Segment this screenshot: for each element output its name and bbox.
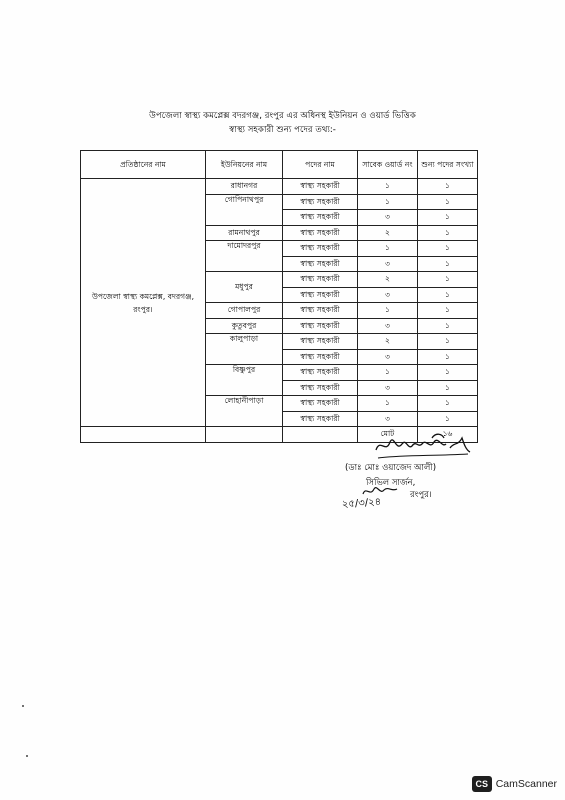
scan-speck	[26, 755, 28, 757]
union-cell: কুতুবপুর	[206, 318, 283, 334]
ward-cell: ১	[358, 365, 418, 381]
signature-scribble	[372, 428, 472, 462]
post-cell: স্বাস্থ্য সহকারী	[283, 349, 358, 365]
vacancy-cell: ১	[418, 365, 478, 381]
ward-cell: ৩	[358, 287, 418, 303]
ward-cell: ৩	[358, 349, 418, 365]
ward-cell: ২	[358, 334, 418, 350]
camscanner-watermark	[472, 776, 557, 792]
empty-cell	[206, 427, 283, 443]
union-cell: রামনাথপুর	[206, 225, 283, 241]
signatory-name: (ডাঃ মোঃ ওয়াজেদ আলী)	[345, 463, 437, 473]
post-cell: স্বাস্থ্য সহকারী	[283, 225, 358, 241]
union-cell: দামোদরপুর	[206, 241, 283, 272]
post-cell: স্বাস্থ্য সহকারী	[283, 210, 358, 226]
post-cell: স্বাস্থ্য সহকারী	[283, 241, 358, 257]
post-cell: স্বাস্থ্য সহকারী	[283, 272, 358, 288]
vacancy-cell: ১	[418, 303, 478, 319]
ward-cell: ১	[358, 396, 418, 412]
scan-speck	[22, 705, 24, 707]
camscanner-brand-text: CamScanner	[495, 778, 557, 790]
signatory-location: রংপুর।	[410, 490, 432, 500]
post-cell: স্বাস্থ্য সহকারী	[283, 380, 358, 396]
ward-cell: ৩	[358, 380, 418, 396]
post-cell: স্বাস্থ্য সহকারী	[283, 396, 358, 412]
camscanner-logo-icon: CS	[472, 776, 492, 792]
post-cell: স্বাস্থ্য সহকারী	[283, 334, 358, 350]
empty-cell	[283, 427, 358, 443]
signature-date: ২৫/৩/২৪	[341, 496, 382, 511]
ward-cell: ৩	[358, 411, 418, 427]
vacancy-cell: ১	[418, 334, 478, 350]
vacancy-cell: ১	[418, 396, 478, 412]
post-cell: স্বাস্থ্য সহকারী	[283, 411, 358, 427]
union-cell: গোপালপুর	[206, 303, 283, 319]
post-cell: স্বাস্থ্য সহকারী	[283, 256, 358, 272]
table-header-row	[81, 151, 478, 179]
post-cell: স্বাস্থ্য সহকারী	[283, 318, 358, 334]
empty-cell	[81, 427, 206, 443]
vacancy-cell: ১	[418, 241, 478, 257]
vacancy-cell: ১	[418, 225, 478, 241]
post-cell: স্বাস্থ্য সহকারী	[283, 194, 358, 210]
column-header-ward: সাবেক ওয়ার্ড নং	[358, 151, 418, 179]
column-header-institution: প্রতিষ্ঠানের নাম	[81, 151, 206, 179]
union-cell: বিষ্ণুপুর	[206, 365, 283, 396]
post-cell: স্বাস্থ্য সহকারী	[283, 303, 358, 319]
column-header-vacant: শুন্য পদের সংখ্যা	[418, 151, 478, 179]
ward-cell: ২	[358, 272, 418, 288]
post-cell: স্বাস্থ্য সহকারী	[283, 365, 358, 381]
total-label: মোট	[358, 427, 418, 443]
document-heading-line1: উপজেলা স্বাস্থ্য কমপ্লেক্স বদরগঞ্জ, রংপুর এর অধিনস্থ ইউনিয়ন ও ওয়ার্ড ভিত্তিক	[149, 111, 416, 121]
vacancy-table	[80, 150, 478, 443]
total-value: ১৬	[418, 427, 478, 443]
signatory-title: সিভিল সার্জন,	[366, 478, 416, 488]
union-cell: কালুপাড়া	[206, 334, 283, 365]
column-header-union: ইউনিয়নের নাম	[206, 151, 283, 179]
vacancy-cell: ১	[418, 287, 478, 303]
vacancy-cell: ১	[418, 349, 478, 365]
ward-cell: ২	[358, 225, 418, 241]
vacancy-cell: ১	[418, 194, 478, 210]
union-cell: রাধানগর	[206, 179, 283, 195]
union-cell: মধুপুর	[206, 272, 283, 303]
vacancy-cell: ১	[418, 411, 478, 427]
ward-cell: ৩	[358, 318, 418, 334]
vacancy-cell: ১	[418, 256, 478, 272]
ward-cell: ১	[358, 179, 418, 195]
vacancy-cell: ১	[418, 210, 478, 226]
vacancy-cell: ১	[418, 380, 478, 396]
document-heading-line2: স্বাস্থ্য সহকারী শুন্য পদের তথ্য:-	[229, 125, 336, 135]
vacancy-cell: ১	[418, 272, 478, 288]
post-cell: স্বাস্থ্য সহকারী	[283, 179, 358, 195]
institution-cell: উপজেলা স্বাস্থ্য কমপ্লেক্স, বদরগঞ্জ, রংপুর।	[81, 179, 206, 427]
ward-cell: ৩	[358, 256, 418, 272]
vacancy-cell: ১	[418, 179, 478, 195]
ward-cell: ১	[358, 241, 418, 257]
ward-cell: ১	[358, 194, 418, 210]
column-header-post: পদের নাম	[283, 151, 358, 179]
post-cell: স্বাস্থ্য সহকারী	[283, 287, 358, 303]
union-cell: লোহানীপাড়া	[206, 396, 283, 427]
ward-cell: ৩	[358, 210, 418, 226]
table-row	[81, 179, 478, 195]
vacancy-cell: ১	[418, 318, 478, 334]
ward-cell: ১	[358, 303, 418, 319]
union-cell: গোপিনাথপুর	[206, 194, 283, 225]
